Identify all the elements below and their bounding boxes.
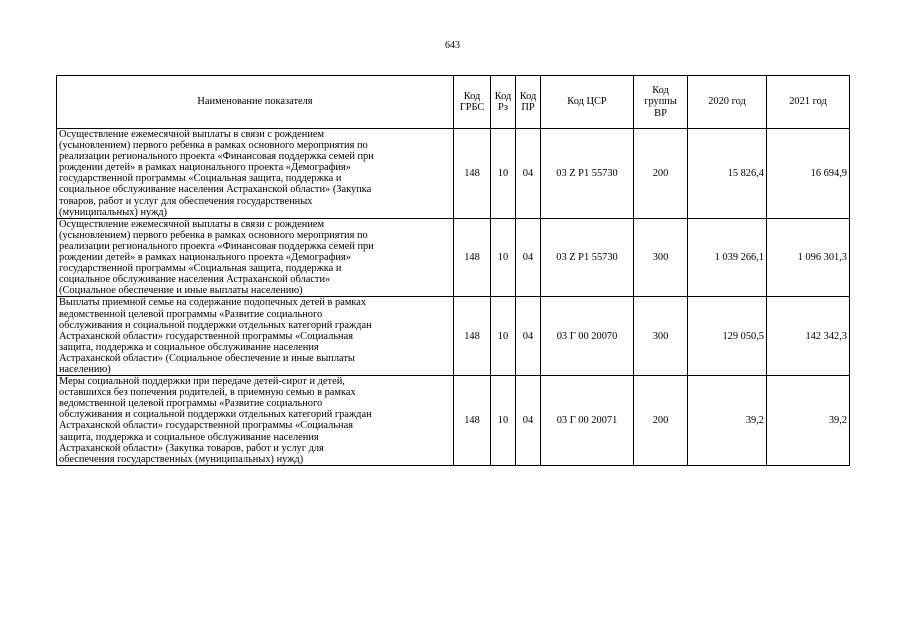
csr-cell: 03 Г 00 20070 — [541, 297, 634, 376]
indicator-name-line: Астраханской области» государственной программы «Социальная — [59, 420, 353, 432]
header-vr-line: ВР — [654, 107, 667, 119]
indicator-name-line: (муниципальных) нужд) — [59, 206, 168, 218]
table-row — [57, 218, 850, 297]
header-vr-code — [634, 76, 688, 129]
indicator-name-line: рождении детей» в рамках национального проекта «Демография» — [59, 162, 351, 174]
header-vr-line: Код — [652, 85, 669, 97]
pr-cell: 04 — [516, 129, 541, 219]
table-row — [57, 129, 850, 219]
indicator-name-line: обслуживания и социальной поддержки отдельных категорий граждан — [59, 319, 372, 331]
indicator-name-cell — [57, 129, 454, 219]
header-grbs-line: ГРБС — [459, 102, 485, 113]
indicator-name-line: реализации регионального проекта «Финансовая поддержка семей при — [59, 151, 374, 163]
indicator-name-line: защита, поддержка и социальное обслуживание населения — [59, 431, 319, 443]
amount-2021-cell: 16 694,9 — [767, 129, 850, 219]
header-rz-line: Рз — [498, 102, 508, 113]
header-year-2020: 2020 год — [688, 76, 767, 129]
table-header-row — [57, 76, 850, 129]
grbs-cell: 148 — [454, 218, 491, 297]
indicator-name-line: населению) — [59, 363, 111, 375]
vr-cell: 200 — [634, 376, 688, 466]
grbs-cell: 148 — [454, 297, 491, 376]
indicator-name-line: Астраханской области» государственной программы «Социальная — [59, 330, 353, 342]
indicator-name-line: Меры социальной поддержки при передаче детей-сирот и детей, — [59, 376, 345, 388]
grbs-cell: 148 — [454, 376, 491, 466]
page-number: 643 — [445, 40, 460, 51]
indicator-name-line: ведомственной целевой программы «Развитие социального — [59, 308, 323, 320]
rz-cell: 10 — [491, 297, 516, 376]
rz-cell: 10 — [491, 376, 516, 466]
indicator-name-line: Выплаты приемной семье на содержание подопечных детей в рамках — [59, 297, 367, 309]
header-grbs-line: Код — [463, 90, 481, 102]
vr-cell: 300 — [634, 297, 688, 376]
indicator-name-line: социальное обслуживание населения Астраханской области» — [59, 274, 331, 286]
amount-2020-cell: 1 039 266,1 — [688, 218, 767, 297]
indicator-name-line: ведомственной целевой программы «Развитие социального — [59, 398, 323, 410]
pr-cell: 04 — [516, 218, 541, 297]
indicator-name-line: обслуживания и социальной поддержки отдельных категорий граждан — [59, 409, 372, 421]
header-pr-line: ПР — [521, 102, 535, 113]
header-indicator-name: Наименование показателя — [57, 76, 454, 129]
indicator-name-line: социальное обслуживание населения Астраханской области» (Закупка — [59, 184, 372, 196]
header-rz-code — [491, 76, 516, 129]
indicator-name-line: Осуществление ежемесячной выплаты в связи с рождением — [59, 129, 325, 140]
amount-2020-cell: 129 050,5 — [688, 297, 767, 376]
indicator-name-line: оставшихся без попечения родителей, в приемную семью в рамках — [59, 387, 356, 399]
indicator-name-cell — [57, 376, 454, 466]
rz-cell: 10 — [491, 129, 516, 219]
table-row — [57, 376, 850, 466]
indicator-name-line: обеспечения государственных (муниципальных) нужд) — [59, 453, 304, 465]
indicator-name-line: товаров, работ и услуг для обеспечения государственных — [59, 195, 313, 207]
indicator-name-line: государственной программы «Социальная защита, поддержка и — [59, 173, 342, 185]
table-row — [57, 297, 850, 376]
amount-2021-cell: 1 096 301,3 — [767, 218, 850, 297]
indicator-name-line: государственной программы «Социальная защита, поддержка и — [59, 263, 342, 275]
indicator-name-line: (усыновлением) первого ребенка в рамках основного мероприятия по — [59, 229, 368, 241]
indicator-name-line: Астраханской области» (Закупка товаров, работ и услуг для — [59, 442, 324, 454]
indicator-name-cell — [57, 218, 454, 297]
csr-cell: 03 Z P1 55730 — [541, 218, 634, 297]
indicator-name-line: Осуществление ежемесячной выплаты в связи с рождением — [59, 218, 325, 230]
indicator-name-line: защита, поддержка и социальное обслуживание населения — [59, 341, 319, 353]
amount-2020-cell: 39,2 — [688, 376, 767, 466]
amount-2021-cell: 39,2 — [767, 376, 850, 466]
header-pr-line: Код — [519, 90, 537, 102]
amount-2020-cell: 15 826,4 — [688, 129, 767, 219]
vr-cell: 200 — [634, 129, 688, 219]
header-year-2021: 2021 год — [767, 76, 850, 129]
indicator-name-line: рождении детей» в рамках национального проекта «Демография» — [59, 252, 351, 264]
header-grbs-code — [454, 76, 491, 129]
vr-cell: 300 — [634, 218, 688, 297]
budget-table — [56, 75, 850, 466]
amount-2021-cell: 142 342,3 — [767, 297, 850, 376]
indicator-name-line: Астраханской области» (Социальное обеспечение и иные выплаты — [59, 352, 355, 364]
indicator-name-line: (усыновлением) первого ребенка в рамках основного мероприятия по — [59, 140, 368, 152]
rz-cell: 10 — [491, 218, 516, 297]
pr-cell: 04 — [516, 376, 541, 466]
indicator-name-line: реализации регионального проекта «Финансовая поддержка семей при — [59, 240, 374, 252]
grbs-cell: 148 — [454, 129, 491, 219]
pr-cell: 04 — [516, 297, 541, 376]
csr-cell: 03 Z P1 55730 — [541, 129, 634, 219]
header-pr-code — [516, 76, 541, 129]
header-rz-line: Код — [494, 90, 512, 102]
header-vr-line: группы — [644, 96, 677, 108]
indicator-name-line: (Социальное обеспечение и иные выплаты населению) — [59, 285, 303, 297]
indicator-name-cell — [57, 297, 454, 376]
header-csr-code: Код ЦСР — [541, 76, 634, 129]
csr-cell: 03 Г 00 20071 — [541, 376, 634, 466]
